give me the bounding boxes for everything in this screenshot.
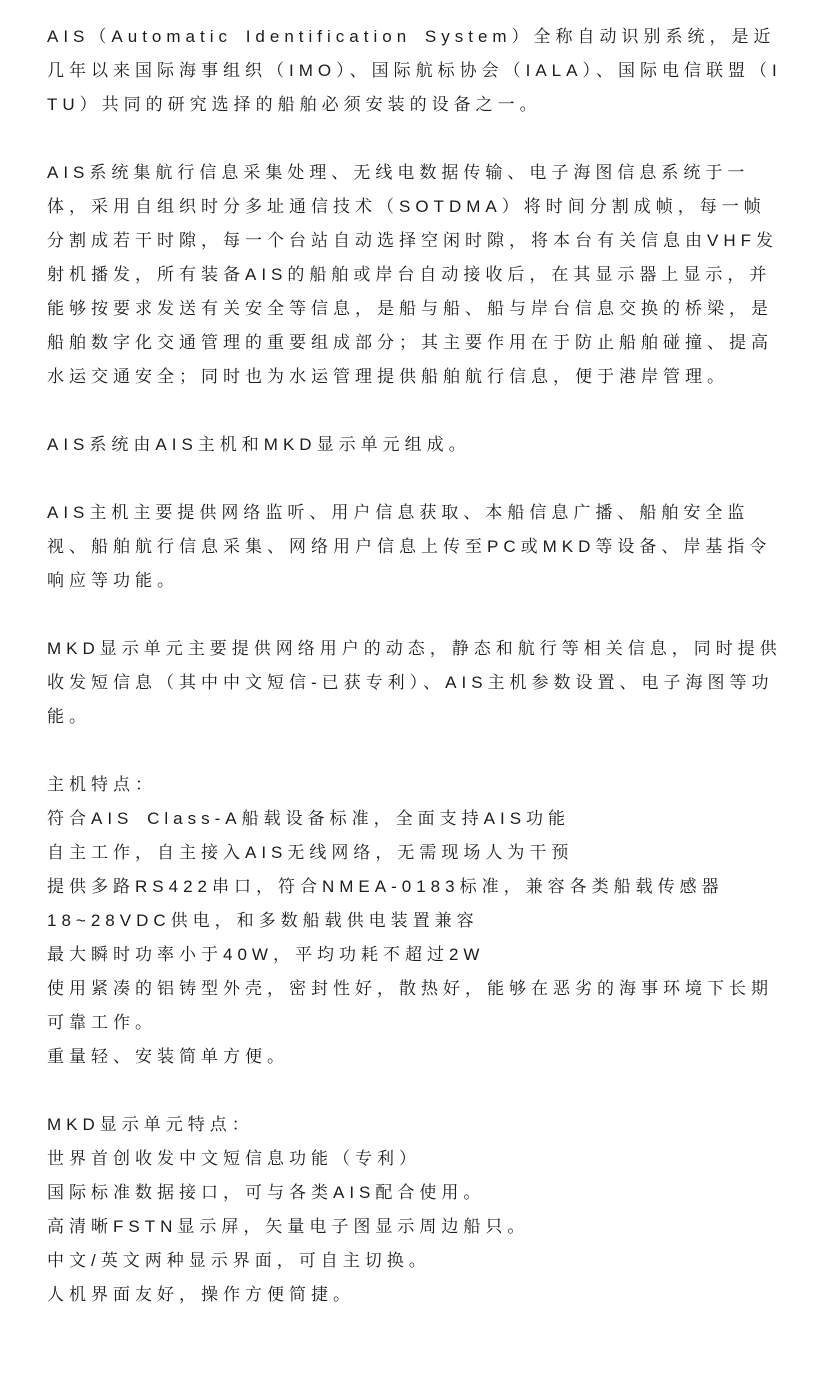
feature-item: 使用紧凑的铝铸型外壳，密封性好，散热好，能够在恶劣的海事环境下长期可靠工作。: [47, 979, 773, 1032]
host-features-section: [47, 768, 787, 1074]
paragraph-ais-intro: AIS（Automatic Identification System）全称自动识别系统，是近几年以来国际海事组织（IMO）、国际航标协会（IALA）、国际电信联盟（ITU）共同的研究选择的船舶必须安装的设备之一。: [47, 27, 782, 114]
feature-item: 高清晰FSTN显示屏，矢量电子图显示周边船只。: [47, 1217, 530, 1236]
feature-item: 符合AIS Class-A船载设备标准，全面支持AIS功能: [47, 809, 571, 828]
mkd-features-section: [47, 1108, 787, 1312]
mkd-features-heading: MKD显示单元特点：: [47, 1115, 254, 1134]
feature-item: 提供多路RS422串口，符合NMEA-0183标准，兼容各类船载传感器: [47, 877, 724, 896]
feature-item: 重量轻、安装简单方便。: [47, 1047, 289, 1066]
feature-item: 世界首创收发中文短信息功能（专利）: [47, 1149, 421, 1168]
feature-item: 国际标准数据接口，可与各类AIS配合使用。: [47, 1183, 486, 1202]
host-features-heading: 主机特点：: [47, 775, 157, 794]
paragraph-ais-host-functions: AIS主机主要提供网络监听、用户信息获取、本船信息广播、船舶安全监视、船舶航行信息采集、网络用户信息上传至PC或MKD等设备、岸基指令响应等功能。: [47, 503, 772, 590]
feature-item: 中文/英文两种显示界面，可自主切换。: [47, 1251, 431, 1270]
paragraph-ais-composition: AIS系统由AIS主机和MKD显示单元组成。: [47, 435, 471, 454]
feature-item: 最大瞬时功率小于40W，平均功耗不超过2W: [47, 945, 485, 964]
feature-item: 18~28VDC供电，和多数船载供电装置兼容: [47, 911, 479, 930]
paragraph-ais-system-overview: AIS系统集航行信息采集处理、无线电数据传输、电子海图信息系统于一体，采用自组织时分多址通信技术（SOTDMA）将时间分割成帧，每一帧分割成若干时隙，每一个台站自动选择空闲时隙，将本台有关信息由VHF发射机播发，所有装备AIS的船舶或岸台自动接收后，在其显示器上显示，并能够按要求发送有关安全等信息，是船与船、船与岸台信息交换的桥梁，是船舶数字化交通管理的重要组成部分；其主要作用在于防止船舶碰撞、提高水运交通安全；同时也为水运管理提供船舶航行信息，便于港岸管理。: [47, 163, 778, 386]
feature-item: 人机界面友好，操作方便简捷。: [47, 1285, 355, 1304]
paragraph-mkd-functions: MKD显示单元主要提供网络用户的动态，静态和航行等相关信息，同时提供收发短信息（其中中文短信-已获专利）、AIS主机参数设置、电子海图等功能。: [47, 639, 782, 726]
feature-item: 自主工作，自主接入AIS无线网络，无需现场人为干预: [47, 843, 574, 862]
